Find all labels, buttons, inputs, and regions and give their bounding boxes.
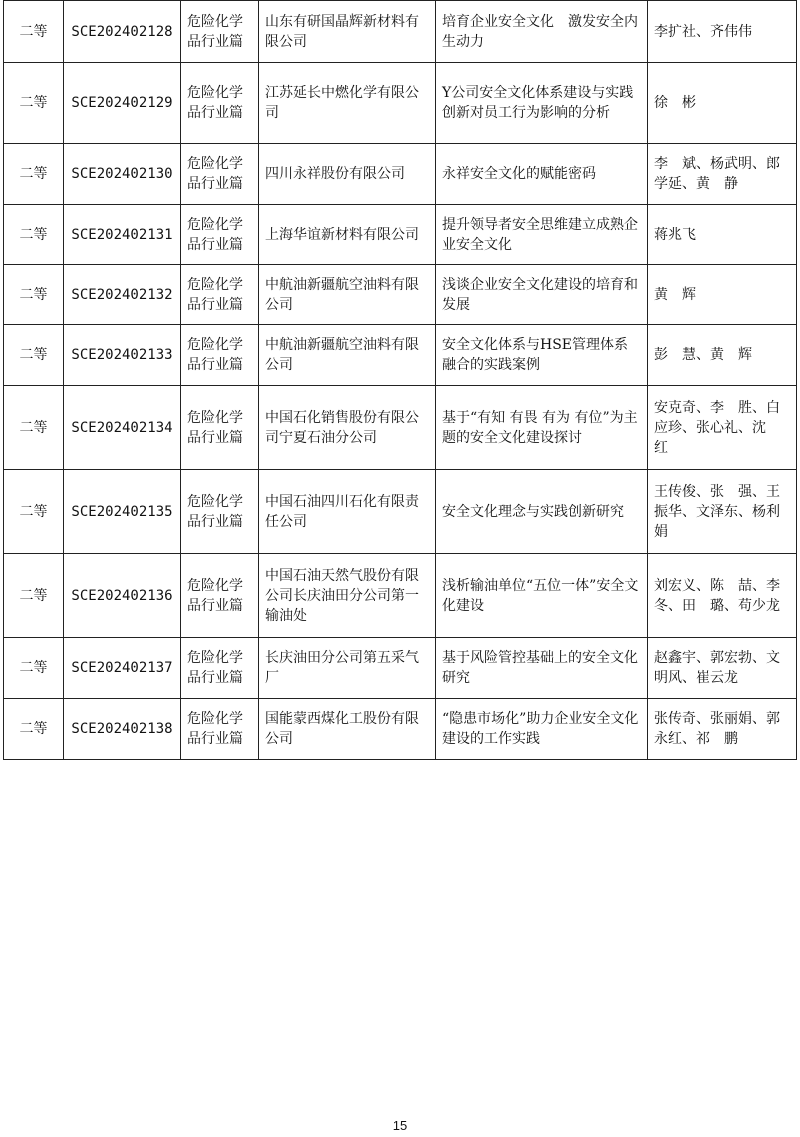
award-grade-cell: 二等 <box>4 638 64 699</box>
award-grade-cell: 二等 <box>4 386 64 470</box>
authors-cell: 黄 辉 <box>648 265 797 325</box>
table-row <box>4 638 797 699</box>
award-grade-cell: 二等 <box>4 265 64 325</box>
entry-code-cell: SCE202402134 <box>64 386 181 470</box>
table-row <box>4 265 797 325</box>
paper-title-cell: 基于“有知 有畏 有为 有位”为主题的安全文化建设探讨 <box>436 386 648 470</box>
award-grade-cell: 二等 <box>4 144 64 205</box>
category-cell: 危险化学品行业篇 <box>181 699 259 760</box>
entry-code-cell: SCE202402130 <box>64 144 181 205</box>
authors-cell: 刘宏义、陈 喆、李 冬、田 璐、苟少龙 <box>648 554 797 638</box>
organization-cell: 上海华谊新材料有限公司 <box>259 205 436 265</box>
paper-title-cell: 浅析输油单位“五位一体”安全文化建设 <box>436 554 648 638</box>
award-grade-cell: 二等 <box>4 325 64 386</box>
table-row <box>4 1 797 63</box>
category-cell: 危险化学品行业篇 <box>181 63 259 144</box>
organization-cell: 山东有研国晶辉新材料有限公司 <box>259 1 436 63</box>
table-row <box>4 325 797 386</box>
paper-title-cell: 培育企业安全文化 激发安全内生动力 <box>436 1 648 63</box>
category-cell: 危险化学品行业篇 <box>181 470 259 554</box>
paper-title-cell: 基于风险管控基础上的安全文化研究 <box>436 638 648 699</box>
organization-cell: 中航油新疆航空油料有限公司 <box>259 325 436 386</box>
category-cell: 危险化学品行业篇 <box>181 205 259 265</box>
authors-cell: 李 斌、杨武明、郎学延、黄 静 <box>648 144 797 205</box>
category-cell: 危险化学品行业篇 <box>181 638 259 699</box>
authors-cell: 赵鑫宇、郭宏勃、文明风、崔云龙 <box>648 638 797 699</box>
authors-cell: 蒋兆飞 <box>648 205 797 265</box>
organization-cell: 中国石油天然气股份有限公司长庆油田分公司第一输油处 <box>259 554 436 638</box>
entry-code-cell: SCE202402133 <box>64 325 181 386</box>
paper-title-cell: 浅谈企业安全文化建设的培育和发展 <box>436 265 648 325</box>
table-row <box>4 554 797 638</box>
entry-code-cell: SCE202402128 <box>64 1 181 63</box>
category-cell: 危险化学品行业篇 <box>181 144 259 205</box>
table-row <box>4 63 797 144</box>
table-row <box>4 699 797 760</box>
awards-table-body <box>4 1 797 760</box>
paper-title-cell: 安全文化体系与HSE管理体系融合的实践案例 <box>436 325 648 386</box>
organization-cell: 中航油新疆航空油料有限公司 <box>259 265 436 325</box>
paper-title-cell: 安全文化理念与实践创新研究 <box>436 470 648 554</box>
table-row <box>4 205 797 265</box>
authors-cell: 张传奇、张丽娟、郭永红、祁 鹏 <box>648 699 797 760</box>
paper-title-cell: 永祥安全文化的赋能密码 <box>436 144 648 205</box>
paper-title-cell: “隐患市场化”助力企业安全文化建设的工作实践 <box>436 699 648 760</box>
page-number: 15 <box>392 1118 408 1133</box>
award-grade-cell: 二等 <box>4 699 64 760</box>
organization-cell: 中国石油四川石化有限责任公司 <box>259 470 436 554</box>
organization-cell: 江苏延长中燃化学有限公司 <box>259 63 436 144</box>
table-row <box>4 386 797 470</box>
organization-cell: 四川永祥股份有限公司 <box>259 144 436 205</box>
award-grade-cell: 二等 <box>4 1 64 63</box>
entry-code-cell: SCE202402138 <box>64 699 181 760</box>
paper-title-cell: Y公司安全文化体系建设与实践创新对员工行为影响的分析 <box>436 63 648 144</box>
authors-cell: 王传俊、张 强、王振华、文泽东、杨利娟 <box>648 470 797 554</box>
category-cell: 危险化学品行业篇 <box>181 554 259 638</box>
entry-code-cell: SCE202402136 <box>64 554 181 638</box>
award-grade-cell: 二等 <box>4 205 64 265</box>
category-cell: 危险化学品行业篇 <box>181 386 259 470</box>
entry-code-cell: SCE202402131 <box>64 205 181 265</box>
organization-cell: 长庆油田分公司第五采气厂 <box>259 638 436 699</box>
organization-cell: 中国石化销售股份有限公司宁夏石油分公司 <box>259 386 436 470</box>
award-grade-cell: 二等 <box>4 554 64 638</box>
award-grade-cell: 二等 <box>4 63 64 144</box>
organization-cell: 国能蒙西煤化工股份有限公司 <box>259 699 436 760</box>
authors-cell: 安克奇、李 胜、白应珍、张心礼、沈 红 <box>648 386 797 470</box>
category-cell: 危险化学品行业篇 <box>181 265 259 325</box>
category-cell: 危险化学品行业篇 <box>181 1 259 63</box>
table-row <box>4 144 797 205</box>
paper-title-cell: 提升领导者安全思维建立成熟企业安全文化 <box>436 205 648 265</box>
authors-cell: 李扩社、齐伟伟 <box>648 1 797 63</box>
entry-code-cell: SCE202402135 <box>64 470 181 554</box>
entry-code-cell: SCE202402132 <box>64 265 181 325</box>
category-cell: 危险化学品行业篇 <box>181 325 259 386</box>
awards-table <box>3 0 797 760</box>
entry-code-cell: SCE202402137 <box>64 638 181 699</box>
table-row <box>4 470 797 554</box>
authors-cell: 彭 慧、黄 辉 <box>648 325 797 386</box>
authors-cell: 徐 彬 <box>648 63 797 144</box>
award-grade-cell: 二等 <box>4 470 64 554</box>
entry-code-cell: SCE202402129 <box>64 63 181 144</box>
